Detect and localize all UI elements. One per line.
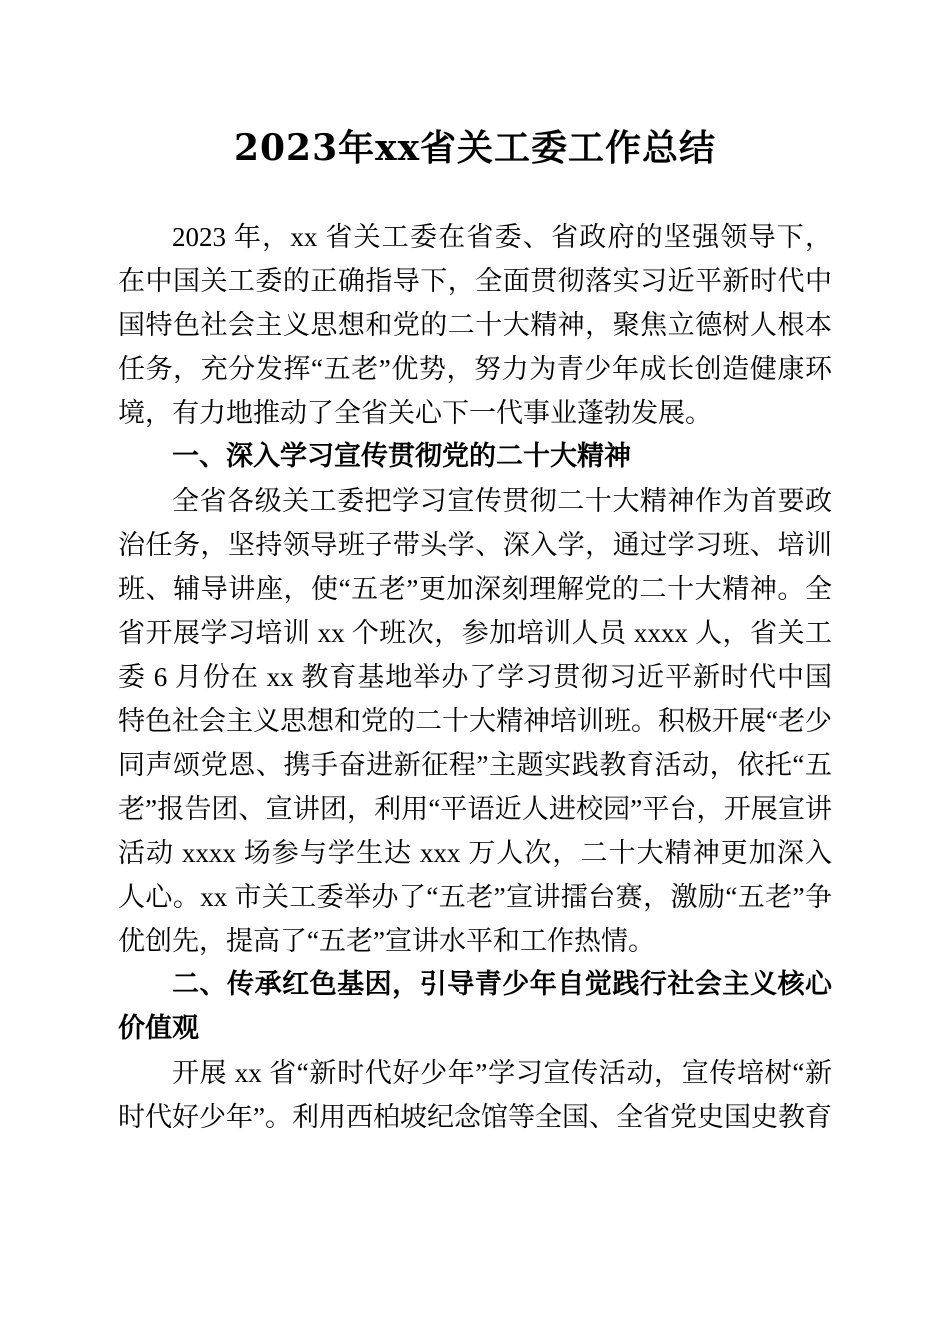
document-title: 2023年xx省关工委工作总结 xyxy=(233,127,717,169)
document-body xyxy=(118,215,832,1139)
section-heading: 二、传承红色基因，引导青少年自觉践行社会主义核心价值观 xyxy=(118,968,832,1044)
body-paragraph: 2023 年，xx 省关工委在省委、省政府的坚强领导下，在中国关工委的正确指导下，全面贯彻落实习近平新时代中国特色社会主义思想和党的二十大精神，聚焦立德树人根本任务，充分发挥“五老”优势，努力为青少年成长创造健康环境，有力地推动了全省关心下一代事业蓬勃发展。 xyxy=(118,221,832,428)
section-heading: 一、深入学习宣传贯彻党的二十大精神 xyxy=(172,440,631,472)
body-paragraph: 开展 xx 省“新时代好少年”学习宣传活动，宣传培树“新时代好少年”。利用西柏坡纪念馆等全国、全省党史国史教育 xyxy=(118,1057,832,1132)
body-paragraph: 全省各级关工委把学习宣传贯彻二十大精神作为首要政治任务，坚持领导班子带头学、深入学，通过学习班、培训班、辅导讲座，使“五老”更加深刻理解党的二十大精神。全省开展学习培训 xx 个班次，参加培训人员 xxxx 人，省关工委 6 月份在 xx 教育基地举办了学习贯彻习近平新时代中国特色社会主义思想和党的二十大精神培训班。积极开展“老少同声颂党恩、携手奋进新征程”主题实践教育活动，依托“五老”报告团、宣讲团，利用“平语近人进校园”平台，开展宣讲活动 xxxx 场参与学生达 xxx 万人次，二十大精神更加深入人心。xx 市关工委举办了“五老”宣讲擂台赛，激励“五老”争优创先，提高了“五老”宣讲水平和工作热情。 xyxy=(118,485,832,956)
